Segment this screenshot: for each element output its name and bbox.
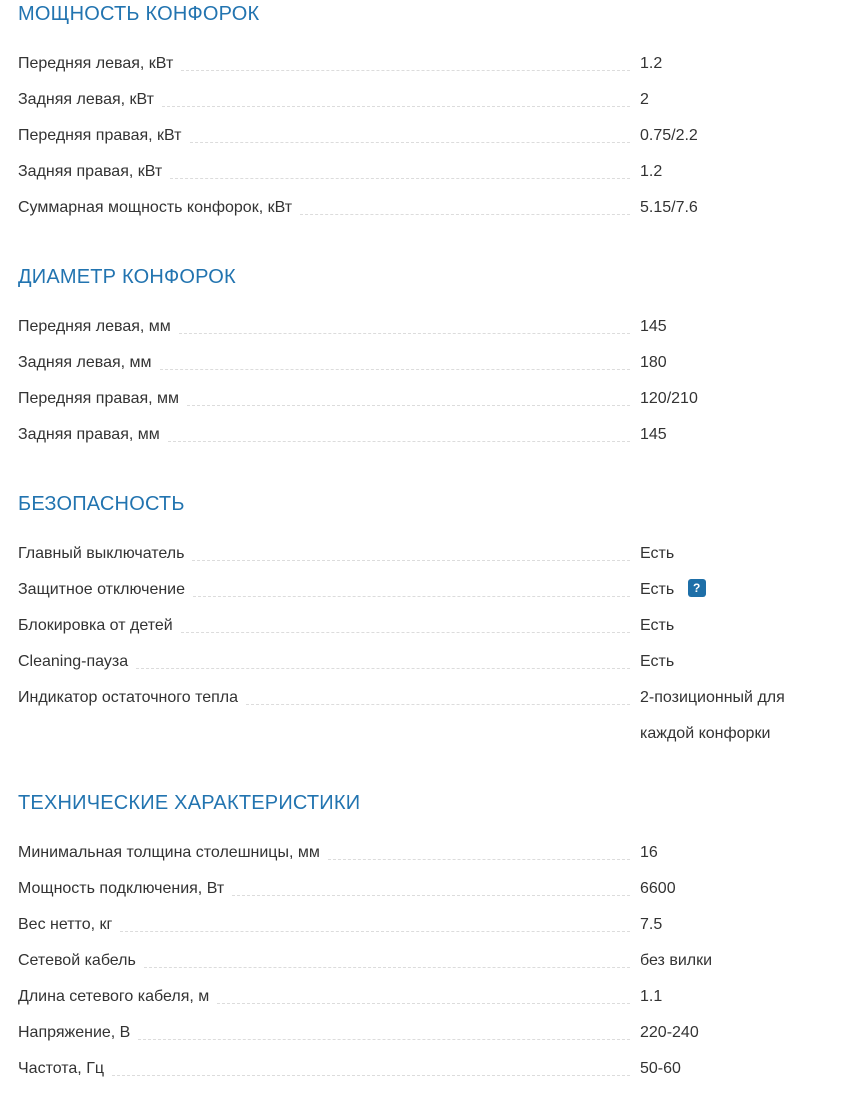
spec-value-text: 120/210	[640, 390, 698, 407]
spec-value-text: 220-240	[640, 1024, 699, 1041]
section-title: МОЩНОСТЬ КОНФОРОК	[18, 3, 260, 25]
spec-value	[640, 345, 830, 381]
dotted-leader	[120, 907, 630, 932]
dotted-leader	[144, 943, 630, 968]
spec-value-text: 1.2	[640, 55, 663, 72]
dotted-leader	[160, 345, 630, 370]
section-title: ТЕХНИЧЕСКИЕ ХАРАКТЕРИСТИКИ	[18, 792, 361, 814]
section-rows	[18, 309, 830, 453]
dotted-leader	[181, 608, 630, 633]
spec-row	[18, 907, 830, 943]
dotted-leader	[232, 871, 630, 896]
spec-value	[640, 979, 830, 1015]
spec-label: Мощность подключения, Вт	[18, 880, 225, 897]
spec-label: Длина сетевого кабеля, м	[18, 988, 210, 1005]
spec-value	[640, 536, 830, 572]
spec-value	[640, 943, 830, 979]
dotted-leader	[162, 82, 630, 107]
spec-value-text: без вилки	[640, 952, 713, 969]
spec-row	[18, 82, 830, 118]
spec-label: Задняя левая, мм	[18, 354, 152, 371]
spec-value	[640, 644, 830, 680]
dotted-leader	[187, 381, 630, 406]
spec-value	[640, 871, 830, 907]
spec-value	[640, 154, 830, 190]
spec-row	[18, 345, 830, 381]
spec-value	[640, 680, 830, 752]
spec-label: Cleaning-пауза	[18, 653, 129, 670]
spec-row	[18, 46, 830, 82]
spec-value-text: 7.5	[640, 916, 663, 933]
dotted-leader	[300, 190, 630, 215]
spec-row	[18, 644, 830, 680]
spec-row	[18, 154, 830, 190]
spec-row	[18, 1015, 830, 1051]
spec-row	[18, 871, 830, 907]
spec-value	[640, 118, 830, 154]
dotted-leader	[179, 309, 630, 334]
spec-label: Суммарная мощность конфорок, кВт	[18, 199, 293, 216]
spec-value-text: 1.2	[640, 163, 663, 180]
section-title: ДИАМЕТР КОНФОРОК	[18, 266, 236, 288]
section-title: БЕЗОПАСНОСТЬ	[18, 493, 185, 515]
spec-value	[640, 1015, 830, 1051]
spec-row	[18, 608, 830, 644]
section-rows	[18, 536, 830, 752]
spec-label: Сетевой кабель	[18, 952, 136, 969]
spec-value	[640, 82, 830, 118]
dotted-leader	[190, 118, 631, 143]
spec-section-3	[18, 792, 830, 1087]
spec-section-0	[18, 3, 830, 226]
spec-value	[640, 608, 830, 644]
dotted-leader	[136, 644, 630, 669]
spec-value	[640, 309, 830, 345]
spec-row	[18, 381, 830, 417]
dotted-leader	[193, 572, 630, 597]
spec-label: Вес нетто, кг	[18, 916, 113, 933]
dotted-leader	[168, 417, 630, 442]
spec-label: Передняя левая, мм	[18, 318, 171, 335]
spec-label: Главный выключатель	[18, 545, 185, 562]
dotted-leader	[217, 979, 630, 1004]
section-rows	[18, 835, 830, 1087]
spec-value-text: 5.15/7.6	[640, 199, 698, 216]
dotted-leader	[138, 1015, 630, 1040]
spec-row	[18, 118, 830, 154]
spec-label: Передняя левая, кВт	[18, 55, 174, 72]
spec-label: Индикатор остаточного тепла	[18, 689, 239, 706]
dotted-leader	[170, 154, 630, 179]
spec-value	[640, 190, 830, 226]
spec-value-text: 6600	[640, 880, 676, 897]
section-rows	[18, 46, 830, 226]
spec-row	[18, 417, 830, 453]
spec-value	[640, 572, 830, 608]
spec-label: Задняя левая, кВт	[18, 91, 154, 108]
spec-value-text: 145	[640, 318, 667, 335]
spec-row	[18, 536, 830, 572]
spec-value-text: 145	[640, 426, 667, 443]
spec-value-text: 180	[640, 354, 667, 371]
spec-label: Передняя правая, мм	[18, 390, 180, 407]
dotted-leader	[181, 46, 630, 71]
spec-value-text: Есть	[640, 545, 675, 562]
spec-label: Задняя правая, кВт	[18, 163, 163, 180]
question-mark-icon[interactable]: ?	[688, 579, 706, 597]
spec-value-text: 2-позиционный для каждой конфорки	[640, 689, 785, 742]
dotted-leader	[328, 835, 630, 860]
spec-row	[18, 979, 830, 1015]
spec-label: Защитное отключение	[18, 581, 186, 598]
dotted-leader	[192, 536, 630, 561]
dotted-leader	[112, 1051, 630, 1076]
spec-value	[640, 907, 830, 943]
spec-row	[18, 190, 830, 226]
spec-row	[18, 572, 830, 608]
spec-value-text: Есть	[640, 617, 675, 634]
spec-row	[18, 309, 830, 345]
spec-label: Передняя правая, кВт	[18, 127, 182, 144]
spec-label: Блокировка от детей	[18, 617, 173, 634]
spec-value-text: Есть	[640, 581, 675, 598]
spec-value-text: 0.75/2.2	[640, 127, 698, 144]
spec-value	[640, 46, 830, 82]
spec-value	[640, 1051, 830, 1087]
spec-value	[640, 381, 830, 417]
dotted-leader	[246, 680, 630, 705]
spec-value-text: 50-60	[640, 1060, 681, 1077]
spec-section-2	[18, 493, 830, 752]
spec-row	[18, 835, 830, 871]
spec-value	[640, 835, 830, 871]
spec-row	[18, 680, 830, 752]
spec-row	[18, 1051, 830, 1087]
spec-value	[640, 417, 830, 453]
spec-label: Минимальная толщина столешницы, мм	[18, 844, 320, 861]
spec-section-1	[18, 266, 830, 453]
spec-value-text: 16	[640, 844, 658, 861]
spec-row	[18, 943, 830, 979]
spec-label: Задняя правая, мм	[18, 426, 160, 443]
spec-value-text: 2	[640, 91, 649, 108]
spec-label: Напряжение, В	[18, 1024, 131, 1041]
spec-label: Частота, Гц	[18, 1060, 105, 1077]
spec-value-text: Есть	[640, 653, 675, 670]
spec-value-text: 1.1	[640, 988, 663, 1005]
